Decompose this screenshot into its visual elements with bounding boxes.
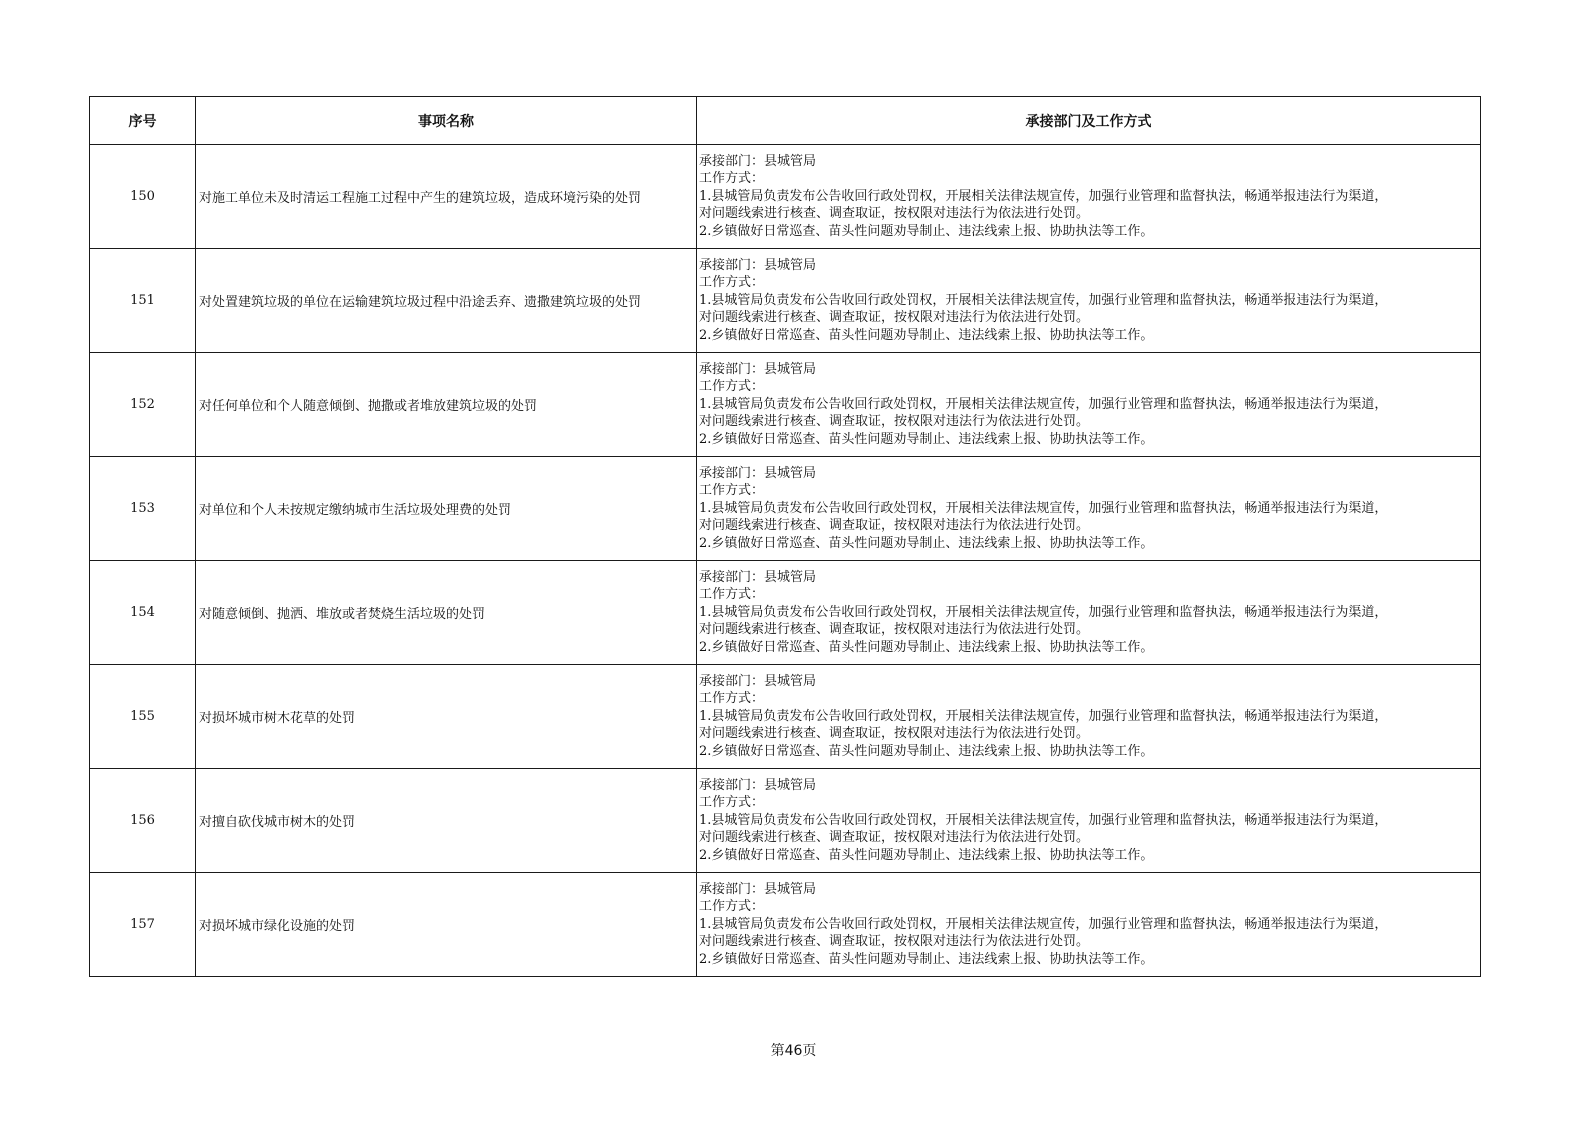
row-matter-name: 对单位和个人未按规定缴纳城市生活垃圾处理费的处罚 — [196, 457, 697, 561]
dept-method-line: 2.乡镇做好日常巡查、苗头性问题劝导制止、违法线索上报、协助执法等工作。 — [699, 951, 1154, 967]
table-row — [90, 873, 1481, 977]
row-seq: 152 — [90, 353, 196, 457]
row-dept-method — [697, 145, 1481, 249]
matters-table — [89, 96, 1481, 977]
table-row — [90, 353, 1481, 457]
dept-method-line: 承接部门：县城管局 — [699, 465, 817, 481]
dept-method-line: 1.县城管局负责发布公告收回行政处罚权，开展相关法律法规宣传，加强行业管理和监督执法，畅通举报违法行为渠道， — [699, 812, 1388, 828]
table-row — [90, 145, 1481, 249]
dept-method-line: 对问题线索进行核查、调查取证，按权限对违法行为依法进行处罚。 — [699, 310, 1090, 326]
dept-method-line: 工作方式： — [699, 171, 765, 187]
table-body — [90, 145, 1481, 977]
dept-method-line: 工作方式： — [699, 795, 765, 811]
dept-method-line: 对问题线索进行核查、调查取证，按权限对违法行为依法进行处罚。 — [699, 622, 1090, 638]
row-seq: 155 — [90, 665, 196, 769]
row-matter-name: 对损坏城市绿化设施的处罚 — [196, 873, 697, 977]
dept-method-line: 工作方式： — [699, 899, 765, 915]
row-matter-name: 对擅自砍伐城市树木的处罚 — [196, 769, 697, 873]
dept-method-line: 2.乡镇做好日常巡查、苗头性问题劝导制止、违法线索上报、协助执法等工作。 — [699, 223, 1154, 239]
row-seq: 157 — [90, 873, 196, 977]
dept-method-line: 1.县城管局负责发布公告收回行政处罚权，开展相关法律法规宣传，加强行业管理和监督执法，畅通举报违法行为渠道， — [699, 396, 1388, 412]
dept-method-line: 1.县城管局负责发布公告收回行政处罚权，开展相关法律法规宣传，加强行业管理和监督执法，畅通举报违法行为渠道， — [699, 708, 1388, 724]
dept-method-line: 承接部门：县城管局 — [699, 153, 817, 169]
dept-method-line: 工作方式： — [699, 275, 765, 291]
row-matter-name: 对处置建筑垃圾的单位在运输建筑垃圾过程中沿途丢弃、遗撒建筑垃圾的处罚 — [196, 249, 697, 353]
row-dept-method — [697, 249, 1481, 353]
dept-method-line: 对问题线索进行核查、调查取证，按权限对违法行为依法进行处罚。 — [699, 726, 1090, 742]
row-seq: 151 — [90, 249, 196, 353]
row-dept-method — [697, 457, 1481, 561]
dept-method-line: 2.乡镇做好日常巡查、苗头性问题劝导制止、违法线索上报、协助执法等工作。 — [699, 535, 1154, 551]
dept-method-line: 对问题线索进行核查、调查取证，按权限对违法行为依法进行处罚。 — [699, 206, 1090, 222]
row-dept-method — [697, 665, 1481, 769]
dept-method-line: 承接部门：县城管局 — [699, 257, 817, 273]
header-name: 事项名称 — [196, 97, 697, 145]
row-dept-method — [697, 769, 1481, 873]
dept-method-line: 1.县城管局负责发布公告收回行政处罚权，开展相关法律法规宣传，加强行业管理和监督执法，畅通举报违法行为渠道， — [699, 188, 1388, 204]
table-row — [90, 457, 1481, 561]
row-seq: 156 — [90, 769, 196, 873]
dept-method-line: 1.县城管局负责发布公告收回行政处罚权，开展相关法律法规宣传，加强行业管理和监督执法，畅通举报违法行为渠道， — [699, 500, 1388, 516]
dept-method-line: 2.乡镇做好日常巡查、苗头性问题劝导制止、违法线索上报、协助执法等工作。 — [699, 639, 1154, 655]
table-row — [90, 665, 1481, 769]
table-row — [90, 561, 1481, 665]
row-seq: 150 — [90, 145, 196, 249]
dept-method-line: 承接部门：县城管局 — [699, 881, 817, 897]
dept-method-line: 1.县城管局负责发布公告收回行政处罚权，开展相关法律法规宣传，加强行业管理和监督执法，畅通举报违法行为渠道， — [699, 292, 1388, 308]
dept-method-line: 2.乡镇做好日常巡查、苗头性问题劝导制止、违法线索上报、协助执法等工作。 — [699, 743, 1154, 759]
table-row — [90, 769, 1481, 873]
row-dept-method — [697, 561, 1481, 665]
dept-method-line: 2.乡镇做好日常巡查、苗头性问题劝导制止、违法线索上报、协助执法等工作。 — [699, 847, 1154, 863]
dept-method-line: 2.乡镇做好日常巡查、苗头性问题劝导制止、违法线索上报、协助执法等工作。 — [699, 431, 1154, 447]
header-dept: 承接部门及工作方式 — [697, 97, 1481, 145]
row-dept-method — [697, 353, 1481, 457]
dept-method-line: 对问题线索进行核查、调查取证，按权限对违法行为依法进行处罚。 — [699, 934, 1090, 950]
row-matter-name: 对施工单位未及时清运工程施工过程中产生的建筑垃圾，造成环境污染的处罚 — [196, 145, 697, 249]
header-seq: 序号 — [90, 97, 196, 145]
dept-method-line: 对问题线索进行核查、调查取证，按权限对违法行为依法进行处罚。 — [699, 830, 1090, 846]
dept-method-line: 2.乡镇做好日常巡查、苗头性问题劝导制止、违法线索上报、协助执法等工作。 — [699, 327, 1154, 343]
dept-method-line: 1.县城管局负责发布公告收回行政处罚权，开展相关法律法规宣传，加强行业管理和监督执法，畅通举报违法行为渠道， — [699, 604, 1388, 620]
dept-method-line: 工作方式： — [699, 379, 765, 395]
page-number: 第46页 — [770, 1043, 817, 1059]
dept-method-line: 对问题线索进行核查、调查取证，按权限对违法行为依法进行处罚。 — [699, 518, 1090, 534]
dept-method-line: 工作方式： — [699, 691, 765, 707]
dept-method-line: 承接部门：县城管局 — [699, 777, 817, 793]
dept-method-line: 对问题线索进行核查、调查取证，按权限对违法行为依法进行处罚。 — [699, 414, 1090, 430]
dept-method-line: 承接部门：县城管局 — [699, 569, 817, 585]
row-seq: 153 — [90, 457, 196, 561]
row-dept-method — [697, 873, 1481, 977]
table-header — [90, 97, 1481, 145]
dept-method-line: 承接部门：县城管局 — [699, 361, 817, 377]
header-row — [90, 97, 1481, 145]
dept-method-line: 工作方式： — [699, 483, 765, 499]
row-matter-name: 对随意倾倒、抛洒、堆放或者焚烧生活垃圾的处罚 — [196, 561, 697, 665]
dept-method-line: 承接部门：县城管局 — [699, 673, 817, 689]
row-matter-name: 对任何单位和个人随意倾倒、抛撒或者堆放建筑垃圾的处罚 — [196, 353, 697, 457]
table-row — [90, 249, 1481, 353]
dept-method-line: 工作方式： — [699, 587, 765, 603]
dept-method-line: 1.县城管局负责发布公告收回行政处罚权，开展相关法律法规宣传，加强行业管理和监督执法，畅通举报违法行为渠道， — [699, 916, 1388, 932]
row-seq: 154 — [90, 561, 196, 665]
row-matter-name: 对损坏城市树木花草的处罚 — [196, 665, 697, 769]
